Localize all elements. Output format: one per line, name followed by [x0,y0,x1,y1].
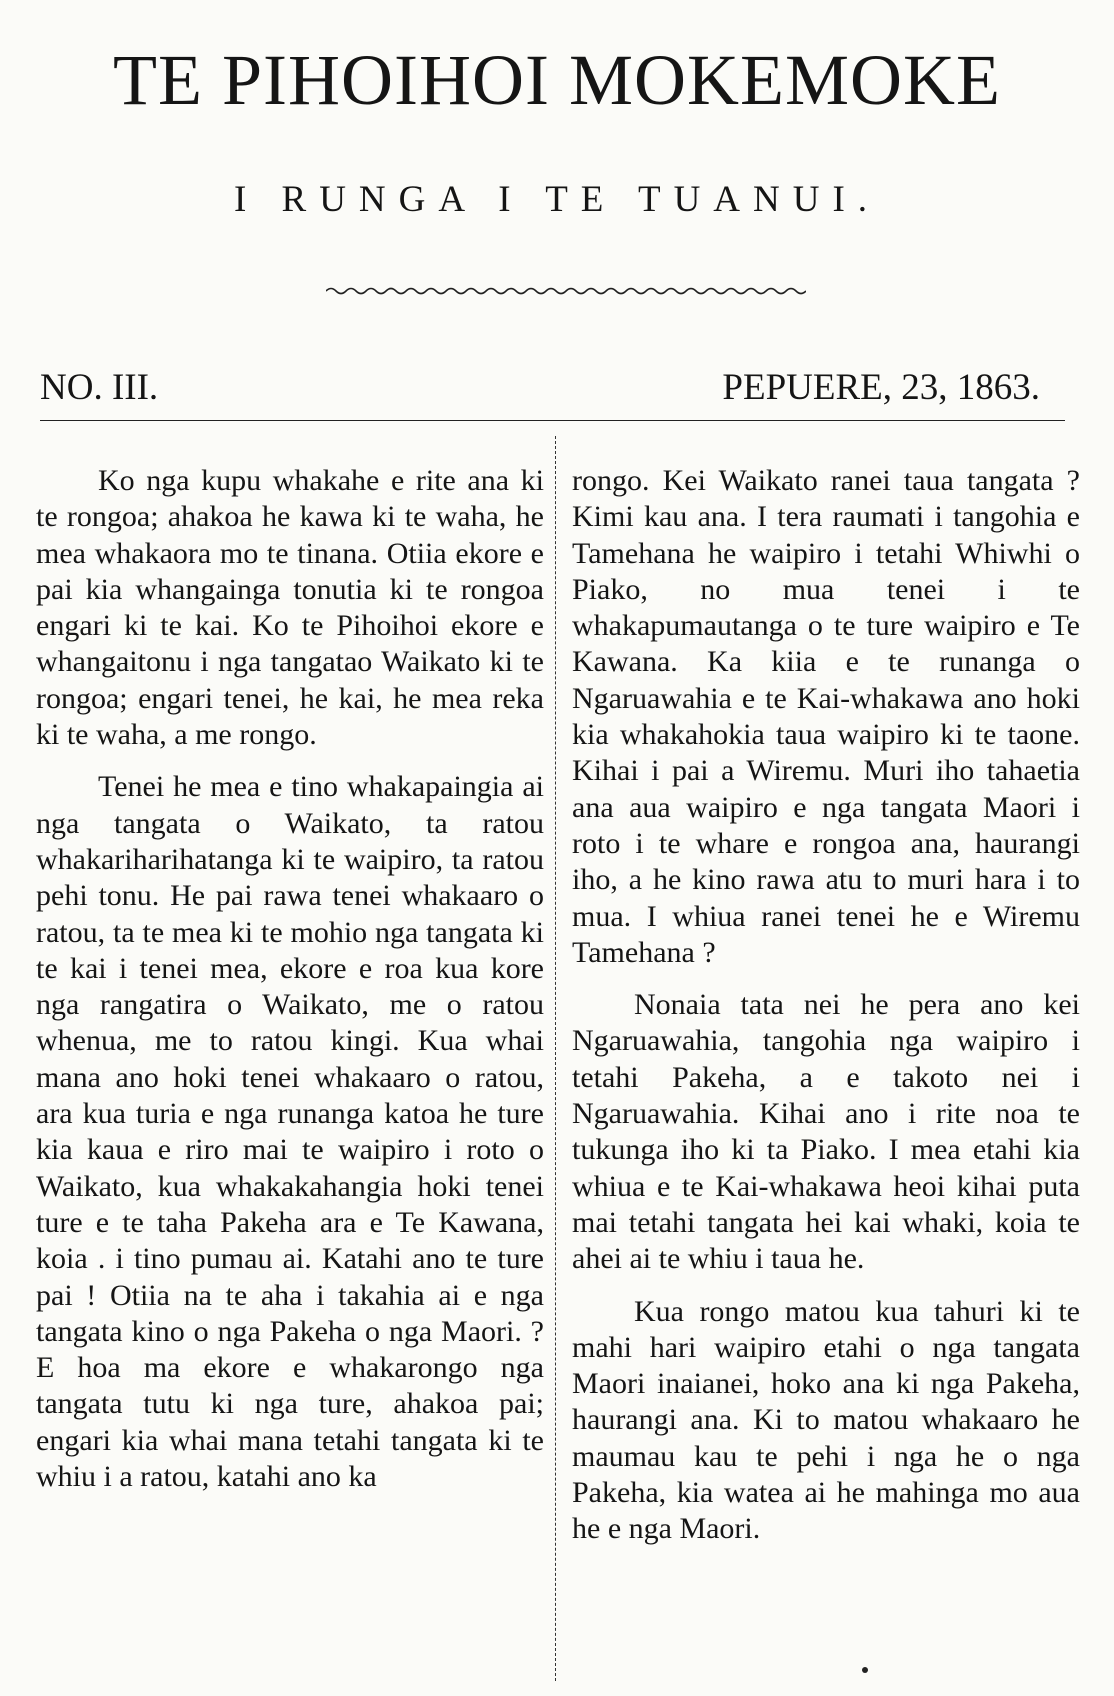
paragraph: rongo. Kei Waikato ranei taua tangata ? Kimi kau ana. I tera raumati i tangohia e Tamehana he waipiro i tetahi Whiwhi o Piako, no mua tenei i te whakapumautanga o te ture waipiro e Te Kawana. Ka kiia e te runanga o Ngaruawahia e te Kai-whakawa ano hoki kia whakahokia taua waipiro ki te taone. Kihai i pai a Wiremu. Muri iho tahaetia ana aua waipiro e nga tangata Maori i roto i te whare e rongoa ana, haurangi iho, a he kino rawa atu to muri hara i to mua. I whiua ranei tenei he e Wiremu Tamehana ? [572,464,1080,969]
column-divider [555,436,556,1681]
right-column [572,463,1080,1564]
paragraph: Nonaia tata nei he pera ano kei Ngaruawahia, tangohia nga waipiro i tetahi Pakeha, a e takoto nei i Ngaruawahia. Kihai ano i rite noa te tukunga iho ki ta Piako. I mea etahi kia whiua e te Kai-whakawa heoi kihai puta mai tetahi tangata hei kai whaki, koia te ahei ai te whiu i taua he. [572,988,1080,1276]
page-mark [862,1667,868,1673]
header-rule [40,420,1065,421]
left-column [36,463,544,1511]
newspaper-subtitle: I RUNGA I TE TUANUI. [233,179,881,220]
newspaper-title: TE PIHOIHOI MOKEMOKE [113,40,1001,120]
paragraph: Ko nga kupu whakahe e rite ana ki te rongoa; ahakoa he kawa ki te waha, he mea whakaora mo te tinana. Otiia ekore e pai kia whangainga tonutia ki te rongoa engari ki te kai. Ko te Pihoihoi ekore e whangaitonu i nga tangatao Waikato ki te rongoa; engari tenei, he kai, he mea reka ki te waha, a me rongo. [36,464,544,752]
decorative-wave-rule [326,284,806,298]
paragraph: Tenei he mea e tino whakapaingia ai nga tangata o Waikato, ta ratou whakariharihatanga ki te waipiro, ta ratou pehi tonu. He pai rawa tenei whakaaro o ratou, ta te mea ki te mohio nga tangata ki te kai i tenei mea, ekore e roa kua kore nga rangatira o Waikato, me o ratou whenua, me to ratou kingi. Kua whai mana ano hoki tenei whakaaro o ratou, ara kua turia e nga runanga katoa he ture kia kaua e riro mai te waipiro i roto o Waikato, kua whakakahangia hoki tenei ture e te taha Pakeha ara e Te Kawana, koia . i tino pumau ai. Katahi ano te ture pai ! Otiia na te aha i takahia ai e nga tangata kino o nga Pakeha o nga Maori. ? E hoa ma ekore e whakarongo nga tangata tutu ki nga ture, ahakoa pai; engari kia whai mana tetahi tangata ki te whiu i a ratou, katahi ano ka [36,770,544,1494]
issue-number: NO. III. [40,367,159,408]
issue-date: PEPUERE, 23, 1863. [722,367,1040,408]
paragraph: Kua rongo matou kua tahuri ki te mahi hari waipiro etahi o nga tangata Maori inaianei, hoko ana ki nga Pakeha, haurangi ana. Ki to matou whakaaro he maumau kau te pehi i nga he o nga Pakeha, kia watea ai he mahinga mo aua he e nga Maori. [572,1294,1080,1546]
